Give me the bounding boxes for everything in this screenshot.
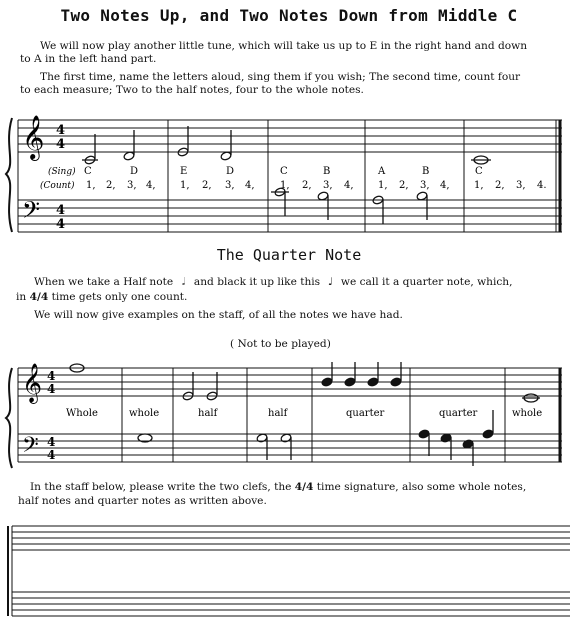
count-label: (Count) <box>40 181 75 191</box>
time-sig-bottom: 4 <box>56 137 66 152</box>
examples-grand-staff <box>0 356 578 476</box>
example-label: whole <box>129 408 160 419</box>
time-sig-top: 4 <box>56 123 66 138</box>
m2-letter-1: E <box>180 166 188 177</box>
bass-clef-icon: 𝄢 <box>22 196 41 229</box>
time-sig-top: 4 <box>47 369 56 383</box>
count: 2, <box>495 180 505 191</box>
m2-letter-2: D <box>226 166 235 177</box>
quarter-note-heading: The Quarter Note <box>216 246 362 264</box>
count: 1, <box>86 180 96 191</box>
brace-icon <box>6 118 12 232</box>
count: 4, <box>245 180 255 191</box>
tune-grand-staff <box>0 104 578 244</box>
not-to-be-played: ( Not to be played) <box>230 338 331 350</box>
count: 2, <box>106 180 116 191</box>
count: 4, <box>146 180 156 191</box>
exercise-text-b: time signature, also some whole notes, <box>316 481 527 493</box>
example-label: half <box>268 408 288 419</box>
count: 1, <box>280 180 290 191</box>
time-fraction: 4/4 <box>29 291 49 303</box>
quarter-text-b: and black it up like this <box>193 276 321 288</box>
count: 1, <box>378 180 388 191</box>
intro-line-2: to A in the left hand part. <box>20 53 157 65</box>
bass-time-sig-top: 4 <box>56 203 66 218</box>
quarter-line-1 <box>34 276 512 289</box>
tune-bass-notes <box>271 187 428 224</box>
m3-letter-1: C <box>280 166 288 177</box>
bass-clef-icon: 𝄢 <box>22 433 39 463</box>
quarter-text-a: When we take a Half note <box>34 276 174 288</box>
example-label: Whole <box>66 408 98 419</box>
m1-letter-1: C <box>84 166 92 177</box>
count: 2, <box>399 180 409 191</box>
sing-label: (Sing) <box>48 167 76 177</box>
example-label: quarter <box>346 408 385 419</box>
quarter-note-icon: ♩ <box>328 276 333 288</box>
treble-clef-icon: 𝄞 <box>22 115 45 159</box>
example-label: quarter <box>439 408 478 419</box>
count: 1, <box>180 180 190 191</box>
count: 3, <box>420 180 430 191</box>
bass-time-sig-bottom: 4 <box>47 448 56 462</box>
count: 1, <box>474 180 484 191</box>
count: 3, <box>516 180 526 191</box>
m5-letter-1: C <box>475 166 483 177</box>
count: 3, <box>127 180 137 191</box>
tune-treble-notes <box>82 126 491 165</box>
quarter-line2-a: in <box>16 291 27 303</box>
m1-letter-2: D <box>130 166 139 177</box>
count: 3, <box>225 180 235 191</box>
bass-time-sig-bottom: 4 <box>56 217 66 232</box>
brace-icon <box>6 368 12 468</box>
bass-time-sig-top: 4 <box>47 435 56 449</box>
page-title: Two Notes Up, and Two Notes Down from Middle C <box>60 6 518 25</box>
quarter-line2-b: time gets only one count. <box>51 291 188 303</box>
intro-line-4: to each measure; Two to the half notes, four to the whole notes. <box>20 84 364 96</box>
m4-letter-2: B <box>422 166 430 177</box>
count: 2, <box>302 180 312 191</box>
count: 4, <box>344 180 354 191</box>
count: 4, <box>440 180 450 191</box>
time-sig-bottom: 4 <box>47 382 56 396</box>
m4-letter-1: A <box>378 166 386 177</box>
exercise-line-2: half notes and quarter notes as written above. <box>18 495 267 507</box>
m3-letter-2: B <box>323 166 331 177</box>
time-fraction: 4/4 <box>294 481 314 493</box>
quarter-line-2 <box>16 291 187 304</box>
treble-clef-icon: 𝄞 <box>22 363 43 403</box>
exercise-text-a: In the staff below, please write the two clefs, the <box>30 481 292 493</box>
count: 2, <box>202 180 212 191</box>
half-note-icon: 𝅗𝅥 <box>181 276 186 288</box>
intro-line-3: The first time, name the letters aloud, sing them if you wish; The second time, count four <box>40 71 521 83</box>
quarter-line-3: We will now give examples on the staff, of all the notes we have had. <box>34 309 403 321</box>
blank-practice-staff[interactable] <box>0 514 578 626</box>
example-label: half <box>198 408 218 419</box>
exercise-line-1 <box>30 481 526 494</box>
count: 4. <box>537 180 547 191</box>
intro-line-1: We will now play another little tune, which will take us up to E in the right hand and down <box>40 40 528 52</box>
quarter-text-c: we call it a quarter note, which, <box>340 276 513 288</box>
example-label: whole <box>512 408 543 419</box>
count: 3, <box>323 180 333 191</box>
